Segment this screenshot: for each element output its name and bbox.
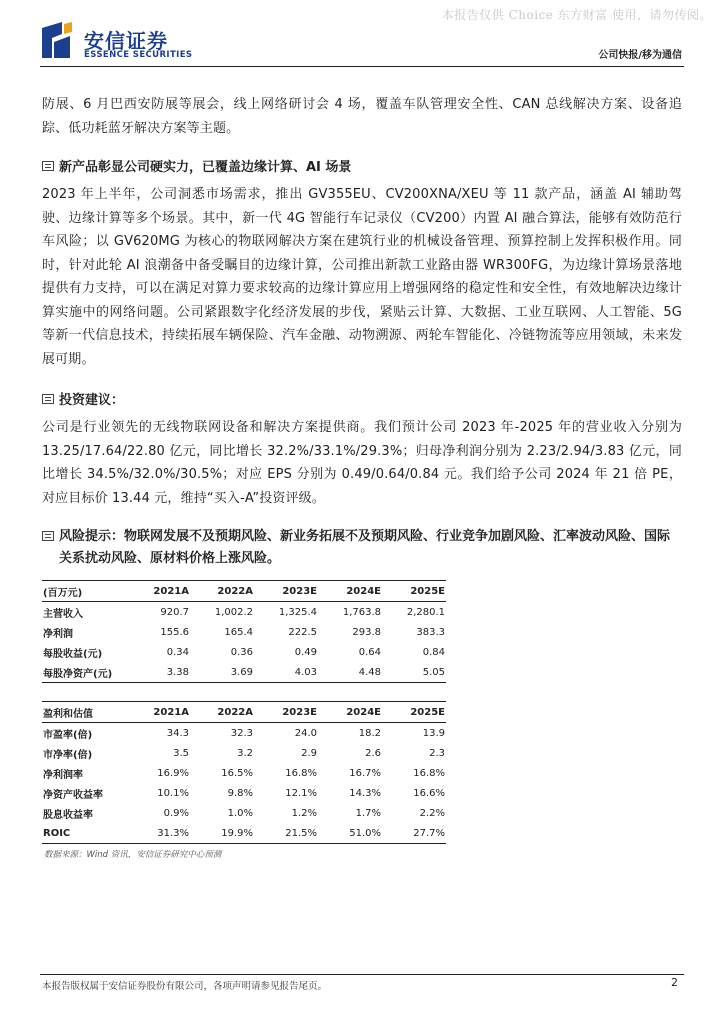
table-cell: 920.7	[160, 606, 189, 618]
table-cell: 3.69	[230, 666, 253, 678]
row-label: 市盈率(倍)	[43, 729, 93, 741]
table-cell: 2.2%	[419, 807, 445, 819]
logo-text-en: ESSENCE SECURITIES	[84, 50, 193, 60]
table-cell: 16.5%	[221, 767, 253, 779]
row-label: 股息收益率	[43, 809, 93, 821]
table-cell: 4.03	[294, 666, 317, 678]
section-bullet-icon	[42, 394, 54, 404]
report-content	[42, 93, 682, 860]
table-cell: 1.0%	[227, 807, 253, 819]
section-title: 新产品彰显公司硬实力，已覆盖边缘计算、AI 场景	[59, 160, 352, 175]
table-cell: 51.0%	[349, 827, 381, 839]
table-row	[42, 803, 446, 823]
section-title: 风险提示：物联网发展不及预期风险、新业务拓展不及预期风险、行业竞争加剧风险、汇率波动风险、国际关系扰动风险、原材料价格上涨风险。	[59, 529, 671, 566]
table-cell: 3.2	[237, 747, 253, 759]
table-cell: 2,280.1	[406, 606, 445, 618]
section-new-products	[42, 156, 682, 179]
table-header-cell: 2021A	[153, 585, 189, 597]
table-cell: 1,002.2	[214, 606, 253, 618]
table-header-cell: 2024E	[346, 585, 381, 597]
table-cell: 293.8	[352, 626, 381, 638]
table-cell: 12.1%	[285, 787, 317, 799]
table-cell: 1.7%	[355, 807, 381, 819]
row-label: 市净率(倍)	[43, 749, 93, 761]
valuation-table	[42, 701, 446, 844]
table-cell: 383.3	[416, 626, 445, 638]
page-number: 2	[671, 976, 678, 989]
table-cell: 165.4	[224, 626, 253, 638]
table-cell: 21.5%	[285, 827, 317, 839]
table-cell: 24.0	[294, 727, 317, 739]
table-cell: 1,325.4	[278, 606, 317, 618]
section-bullet-icon	[42, 531, 54, 541]
table-cell: 2.6	[365, 747, 381, 759]
header-divider	[40, 66, 684, 67]
table-row	[42, 763, 446, 783]
table-cell: 34.3	[166, 727, 189, 739]
table-cell: 2.9	[301, 747, 317, 759]
table-header-cell: 盈利和估值	[43, 708, 93, 720]
table-header-cell: 2025E	[410, 706, 445, 718]
table-cell: 0.34	[166, 646, 189, 658]
table-cell: 1.2%	[291, 807, 317, 819]
table-cell: 13.9	[422, 727, 445, 739]
row-label: 主营收入	[43, 608, 83, 620]
intro-paragraph: 防展、6 月巴西安防展等展会，线上网络研讨会 4 场，覆盖车队管理安全性、CAN 总线解决方案、设备追踪、低功耗蓝牙解决方案等主题。	[42, 97, 682, 136]
footer-disclaimer: 本报告版权属于安信证券股份有限公司，各项声明请参见报告尾页。	[42, 981, 328, 992]
section-bullet-icon	[42, 161, 54, 171]
table-cell: 1,763.8	[342, 606, 381, 618]
table-cell: 14.3%	[349, 787, 381, 799]
table-row	[42, 783, 446, 803]
row-label: 净利润	[43, 628, 73, 640]
table-cell: 5.05	[422, 666, 445, 678]
table-header-cell: 2022A	[217, 706, 253, 718]
table-cell: 16.7%	[349, 767, 381, 779]
table-cell: 0.36	[230, 646, 253, 658]
table-cell: 31.3%	[157, 827, 189, 839]
table-row	[42, 723, 446, 744]
row-label: ROIC	[43, 827, 71, 839]
table-header-cell: 2025E	[410, 585, 445, 597]
section-body: 2023 年上半年，公司洞悉市场需求，推出 GV355EU、CV200XNA/XEU 等 11 款产品，涵盖 AI 辅助驾驶、边缘计算等多个场景。其中，新一代 4G 智能行车记录仪（CV200）内置 AI 融合算法，能够有效防范行车风险；以 GV620MG 为核心的物联网解决方案在建筑行业的机械设备管理、预算控制上发挥积极作用。同时，针对此轮 AI 浪潮备中备受瞩目的边缘计算，公司推出新款工业路由器 WR300FG，为边缘计算场景落地提供有力支持，可以在满足对算力要求较高的边缘计算应用上增强网络的稳定性和安全性，有效地解决边缘计算实施中的网络问题。公司紧跟数字化经济发展的步伐，紧贴云计算、大数据、工业互联网、人工智能、5G 等新一代信息技术，持续拓展车辆保险、汽车金融、动物溯源、两轮车智能化、冷链物流等应用领域，未来发展可期。	[42, 187, 682, 367]
section-title: 投资建议：	[59, 393, 125, 408]
table-row	[42, 662, 446, 683]
table-header-cell: 2022A	[217, 585, 253, 597]
table-cell: 2.3	[429, 747, 445, 759]
table-header-cell: 2024E	[346, 706, 381, 718]
section-risk-warning	[42, 526, 682, 570]
table-header-row	[42, 581, 446, 602]
table-cell: 16.6%	[413, 787, 445, 799]
financial-summary-table	[42, 580, 446, 683]
section-investment-advice	[42, 389, 682, 412]
table-row	[42, 622, 446, 642]
table-cell: 0.64	[358, 646, 381, 658]
watermark: 本报告仅供 Choice 东方财富 使用，请勿传阅。	[441, 8, 712, 22]
table-header-cell: (百万元)	[43, 587, 83, 599]
table-cell: 4.48	[358, 666, 381, 678]
footer-divider	[40, 974, 684, 975]
table-cell: 155.6	[160, 626, 189, 638]
table-cell: 16.9%	[157, 767, 189, 779]
table-cell: 10.1%	[157, 787, 189, 799]
table-header-row	[42, 702, 446, 723]
section-body: 公司是行业领先的无线物联网设备和解决方案提供商。我们预计公司 2023 年-2025 年的营业收入分别为 13.25/17.64/22.80 亿元，同比增长 32.2%/33.1%/29.3%；归母净利润分别为 2.23/2.94/3.83 亿元，同比增长 34.5%/32.0%/30.5%；对应 EPS 分别为 0.49/0.64/0.84 元。我们给予公司 2024 年 21 倍 PE，对应目标价 13.44 元，维持“买入-A”投资评级。	[42, 420, 682, 506]
logo-text-cn: 安信证券	[84, 29, 168, 53]
table-header-cell: 2023E	[282, 706, 317, 718]
row-label: 每股收益(元)	[43, 648, 103, 660]
table-row	[42, 823, 446, 844]
table-header-cell: 2021A	[153, 706, 189, 718]
table-cell: 3.5	[173, 747, 189, 759]
table-cell: 16.8%	[285, 767, 317, 779]
table-row	[42, 642, 446, 662]
report-type: 公司快报/移为通信	[598, 50, 682, 61]
table-cell: 0.49	[294, 646, 317, 658]
company-logo	[40, 22, 193, 68]
table-cell: 0.84	[422, 646, 445, 658]
table-cell: 18.2	[358, 727, 381, 739]
table-cell: 222.5	[288, 626, 317, 638]
table-cell: 32.3	[230, 727, 253, 739]
logo-mark-icon	[40, 22, 72, 58]
table-cell: 27.7%	[413, 827, 445, 839]
table-cell: 0.9%	[163, 807, 189, 819]
table-row	[42, 602, 446, 623]
data-source-note: 数据来源：Wind 资讯，安信证券研究中心预测	[44, 850, 222, 860]
row-label: 净资产收益率	[43, 789, 103, 801]
row-label: 每股净资产(元)	[43, 668, 113, 680]
table-cell: 9.8%	[227, 787, 253, 799]
table-cell: 19.9%	[221, 827, 253, 839]
table-cell: 16.8%	[413, 767, 445, 779]
table-header-cell: 2023E	[282, 585, 317, 597]
row-label: 净利润率	[43, 769, 83, 781]
table-cell: 3.38	[166, 666, 189, 678]
table-row	[42, 743, 446, 763]
